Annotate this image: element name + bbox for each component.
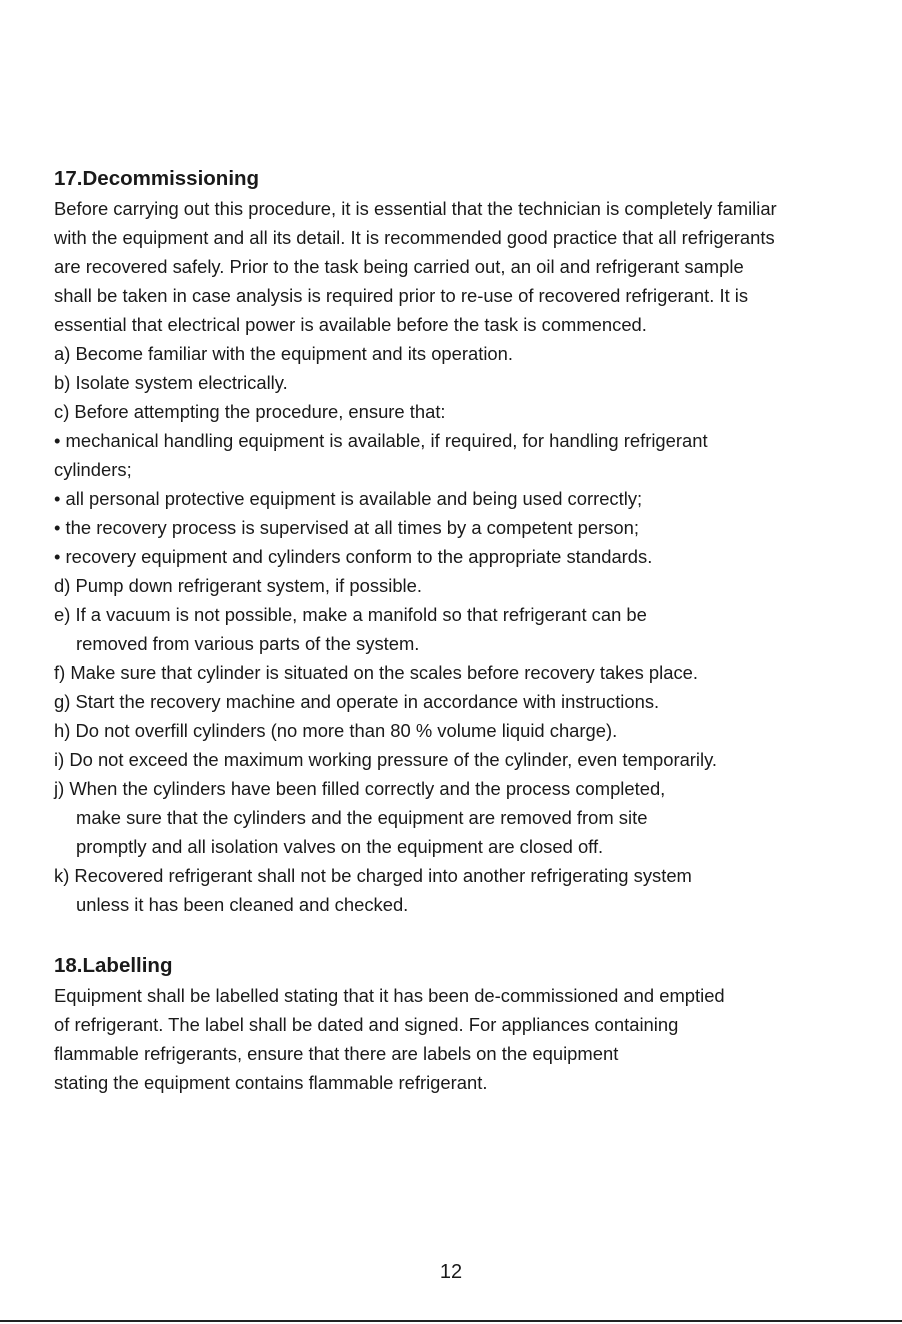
intro-line: shall be taken in case analysis is required prior to re-use of recovered refrigerant. It is xyxy=(54,285,749,306)
page-number: 12 xyxy=(439,1261,463,1283)
labelling-line: stating the equipment contains flammable refrigerant. xyxy=(54,1072,488,1093)
intro-line: Before carrying out this procedure, it is essential that the technician is completely familiar xyxy=(54,198,777,219)
step-e: e) If a vacuum is not possible, make a manifold so that refrigerant can be xyxy=(54,604,647,625)
bullet-handling-equipment: • mechanical handling equipment is available, if required, for handling refrigerant xyxy=(54,430,708,451)
step-i: i) Do not exceed the maximum working pressure of the cylinder, even temporarily. xyxy=(54,749,718,770)
step-k: k) Recovered refrigerant shall not be charged into another refrigerating system xyxy=(54,865,692,886)
bullet-recovery-supervised: • the recovery process is supervised at all times by a competent person; xyxy=(54,517,639,538)
step-c: c) Before attempting the procedure, ensure that: xyxy=(54,401,446,422)
bottom-divider xyxy=(0,1320,902,1322)
intro-line: essential that electrical power is available before the task is commenced. xyxy=(54,314,647,335)
step-h: h) Do not overfill cylinders (no more than 80 % volume liquid charge). xyxy=(54,720,618,741)
section-heading-decommissioning: 17.Decommissioning xyxy=(54,167,260,190)
bullet-protective-equipment: • all personal protective equipment is available and being used correctly; xyxy=(54,488,643,509)
step-b: b) Isolate system electrically. xyxy=(54,372,288,393)
labelling-line: Equipment shall be labelled stating that it has been de-commissioned and emptied xyxy=(54,985,725,1006)
bullet-standards: • recovery equipment and cylinders conform to the appropriate standards. xyxy=(54,546,653,567)
step-a: a) Become familiar with the equipment and its operation. xyxy=(54,343,513,364)
labelling-line: flammable refrigerants, ensure that there are labels on the equipment xyxy=(54,1043,619,1064)
labelling-line: of refrigerant. The label shall be dated and signed. For appliances containing xyxy=(54,1014,679,1035)
step-k-cont: unless it has been cleaned and checked. xyxy=(76,894,409,915)
step-j-cont: promptly and all isolation valves on the equipment are closed off. xyxy=(76,836,604,857)
step-g: g) Start the recovery machine and operate in accordance with instructions. xyxy=(54,691,660,712)
step-j: j) When the cylinders have been filled correctly and the process completed, xyxy=(54,778,666,799)
intro-line: with the equipment and all its detail. It is recommended good practice that all refrigerants xyxy=(54,227,775,248)
section-heading-labelling: 18.Labelling xyxy=(54,954,173,977)
bullet-handling-equipment-cont: cylinders; xyxy=(54,459,132,480)
step-j-cont: make sure that the cylinders and the equipment are removed from site xyxy=(76,807,648,828)
step-d: d) Pump down refrigerant system, if possible. xyxy=(54,575,422,596)
step-f: f) Make sure that cylinder is situated on the scales before recovery takes place. xyxy=(54,662,698,683)
intro-line: are recovered safely. Prior to the task being carried out, an oil and refrigerant sample xyxy=(54,256,744,277)
step-e-cont: removed from various parts of the system. xyxy=(76,633,420,654)
